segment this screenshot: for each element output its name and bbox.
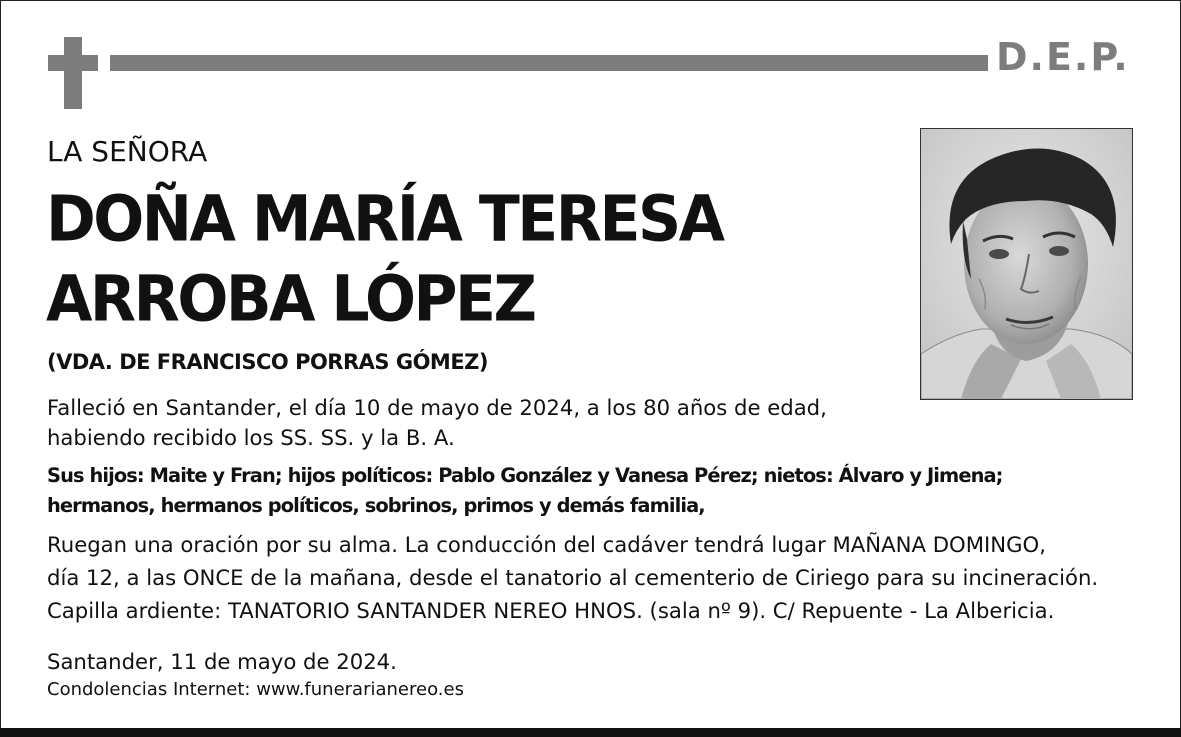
cross-icon-bar	[48, 55, 98, 71]
service-line-1: Ruegan una oración por su alma. La conducción del cadáver tendrá lugar MAÑANA DOMINGO,	[47, 532, 1046, 557]
death-notice-line-2: habiendo recibido los SS. SS. y la B. A.	[47, 425, 455, 450]
widow-of-line: (VDA. DE FRANCISCO PORRAS GÓMEZ)	[47, 350, 488, 374]
dep-label: D.E.P.	[996, 35, 1130, 79]
service-line-3: Capilla ardiente: TANATORIO SANTANDER NEREO HNOS. (sala nº 9). C/ Repuente - La Albericia.	[47, 598, 1055, 623]
deceased-name-line-2: ARROBA LÓPEZ	[46, 262, 535, 337]
cross-icon	[64, 37, 82, 109]
bottom-border	[0, 728, 1181, 737]
header-rule	[110, 55, 988, 71]
deceased-name-line-1: DOÑA MARÍA TERESA	[46, 182, 723, 257]
death-notice-line-1: Falleció en Santander, el día 10 de mayo de 2024, a los 80 años de edad,	[47, 395, 827, 420]
portrait-photo	[920, 128, 1133, 400]
condolences-line: Condolencias Internet: www.funerarianereo.es	[47, 679, 464, 700]
honorific-prefix: LA SEÑORA	[47, 135, 208, 168]
family-line-1: Sus hijos: Maite y Fran; hijos políticos: Pablo González y Vanesa Pérez; nietos: Álvaro y Jimena;	[47, 464, 1003, 487]
family-line-2: hermanos, hermanos políticos, sobrinos, primos y demás familia,	[47, 494, 705, 517]
place-date: Santander, 11 de mayo de 2024.	[47, 649, 397, 674]
portrait-image	[921, 129, 1132, 399]
service-line-2: día 12, a las ONCE de la mañana, desde el tanatorio al cementerio de Ciriego para su incineración.	[47, 565, 1099, 590]
